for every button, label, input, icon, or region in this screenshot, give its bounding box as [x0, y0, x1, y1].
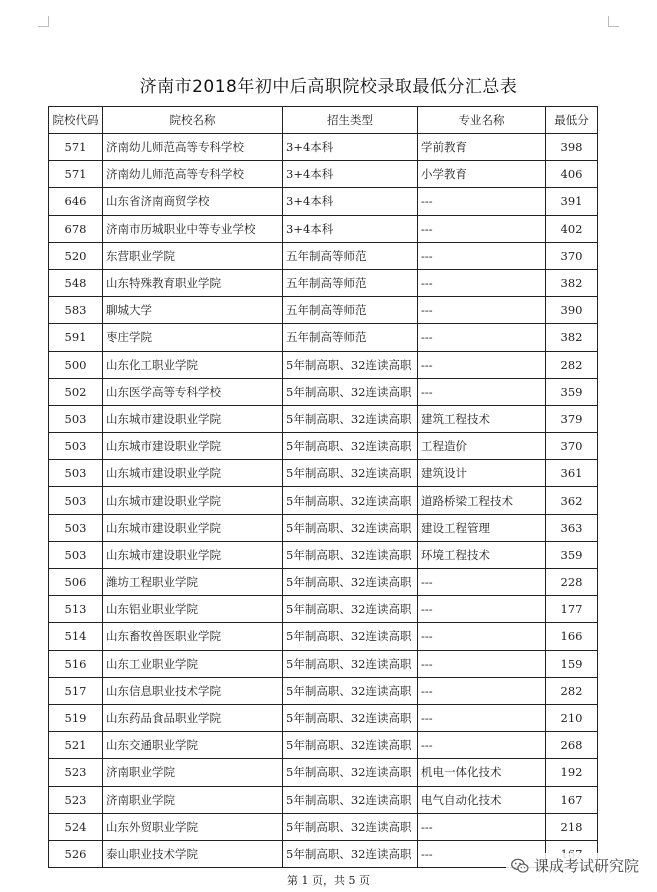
table-row	[49, 351, 598, 378]
cell-score: 218	[546, 813, 598, 840]
cell-code: 646	[49, 188, 103, 215]
cell-school: 济南职业学院	[103, 786, 283, 813]
cell-score: 390	[546, 297, 598, 324]
cell-score: 166	[546, 623, 598, 650]
cell-type: 5年制高职、32连读高职	[283, 840, 418, 867]
cell-code: 502	[49, 378, 103, 405]
cell-school: 山东城市建设职业学院	[103, 460, 283, 487]
cell-code: 523	[49, 759, 103, 786]
cell-score: 282	[546, 351, 598, 378]
cell-score: 363	[546, 514, 598, 541]
cell-score: 282	[546, 677, 598, 704]
table-row	[49, 134, 598, 161]
cell-major: 小学教育	[418, 161, 546, 188]
cell-type: 3+4本科	[283, 188, 418, 215]
score-table	[48, 106, 598, 868]
cell-major: 机电一体化技术	[418, 759, 546, 786]
table-row	[49, 569, 598, 596]
cell-major: ---	[418, 569, 546, 596]
cell-school: 枣庄学院	[103, 324, 283, 351]
cell-type: 5年制高职、32连读高职	[283, 378, 418, 405]
cell-school: 山东城市建设职业学院	[103, 433, 283, 460]
cell-code: 571	[49, 161, 103, 188]
cell-code: 523	[49, 786, 103, 813]
cell-school: 潍坊工程职业学院	[103, 569, 283, 596]
header-type: 招生类型	[283, 107, 418, 134]
cell-major: ---	[418, 677, 546, 704]
cell-score: 159	[546, 650, 598, 677]
cell-type: 5年制高职、32连读高职	[283, 405, 418, 432]
cell-type: 五年制高等师范	[283, 242, 418, 269]
crop-mark-top-left	[38, 16, 49, 27]
table-row	[49, 487, 598, 514]
cell-type: 5年制高职、32连读高职	[283, 732, 418, 759]
cell-score: 177	[546, 596, 598, 623]
header-major: 专业名称	[418, 107, 546, 134]
cell-major: 建筑设计	[418, 460, 546, 487]
cell-score: 167	[546, 786, 598, 813]
cell-major: ---	[418, 840, 546, 867]
cell-major: 道路桥梁工程技术	[418, 487, 546, 514]
cell-major: 环境工程技术	[418, 541, 546, 568]
table-row	[49, 786, 598, 813]
table-row	[49, 677, 598, 704]
cell-major: ---	[418, 704, 546, 731]
cell-score: 406	[546, 161, 598, 188]
cell-score: 228	[546, 569, 598, 596]
header-score: 最低分	[546, 107, 598, 134]
cell-code: 517	[49, 677, 103, 704]
cell-major: 建筑工程技术	[418, 405, 546, 432]
cell-score: 361	[546, 460, 598, 487]
cell-school: 济南幼儿师范高等专科学校	[103, 134, 283, 161]
cell-school: 济南幼儿师范高等专科学校	[103, 161, 283, 188]
table-row	[49, 704, 598, 731]
header-code: 院校代码	[49, 107, 103, 134]
cell-school: 山东省济南商贸学校	[103, 188, 283, 215]
cell-type: 5年制高职、32连读高职	[283, 514, 418, 541]
cell-score: 379	[546, 405, 598, 432]
cell-score: 382	[546, 269, 598, 296]
table-row	[49, 269, 598, 296]
cell-major: ---	[418, 269, 546, 296]
cell-school: 山东城市建设职业学院	[103, 405, 283, 432]
cell-school: 山东交通职业学院	[103, 732, 283, 759]
cell-school: 济南职业学院	[103, 759, 283, 786]
table-row	[49, 514, 598, 541]
cell-score: 382	[546, 324, 598, 351]
cell-school: 山东医学高等专科学校	[103, 378, 283, 405]
cell-type: 5年制高职、32连读高职	[283, 759, 418, 786]
cell-type: 5年制高职、32连读高职	[283, 677, 418, 704]
cell-major: ---	[418, 650, 546, 677]
cell-major: 工程造价	[418, 433, 546, 460]
cell-code: 520	[49, 242, 103, 269]
cell-code: 503	[49, 541, 103, 568]
cell-score: 402	[546, 215, 598, 242]
cell-major: ---	[418, 351, 546, 378]
cell-type: 5年制高职、32连读高职	[283, 813, 418, 840]
cell-code: 503	[49, 433, 103, 460]
cell-school: 山东化工职业学院	[103, 351, 283, 378]
cell-major: ---	[418, 813, 546, 840]
table-row	[49, 433, 598, 460]
cell-code: 503	[49, 487, 103, 514]
cell-school: 东营职业学院	[103, 242, 283, 269]
cell-type: 3+4本科	[283, 215, 418, 242]
cell-code: 514	[49, 623, 103, 650]
cell-type: 五年制高等师范	[283, 297, 418, 324]
cell-major: ---	[418, 378, 546, 405]
cell-code: 571	[49, 134, 103, 161]
cell-type: 5年制高职、32连读高职	[283, 351, 418, 378]
cell-major: 学前教育	[418, 134, 546, 161]
cell-major: ---	[418, 623, 546, 650]
cell-score: 362	[546, 487, 598, 514]
table-row	[49, 188, 598, 215]
cell-score: 192	[546, 759, 598, 786]
cell-school: 山东外贸职业学院	[103, 813, 283, 840]
cell-major: ---	[418, 188, 546, 215]
cell-code: 591	[49, 324, 103, 351]
table-row	[49, 242, 598, 269]
cell-type: 3+4本科	[283, 161, 418, 188]
cell-code: 548	[49, 269, 103, 296]
page-title: 济南市2018年初中后高职院校录取最低分汇总表	[139, 77, 518, 97]
cell-code: 506	[49, 569, 103, 596]
cell-code: 503	[49, 460, 103, 487]
cell-type: 5年制高职、32连读高职	[283, 623, 418, 650]
cell-score: 370	[546, 433, 598, 460]
table-header-row	[49, 107, 598, 134]
cell-score: 370	[546, 242, 598, 269]
cell-school: 山东畜牧兽医职业学院	[103, 623, 283, 650]
table-row	[49, 378, 598, 405]
cell-school: 山东特殊教育职业学院	[103, 269, 283, 296]
cell-major: ---	[418, 242, 546, 269]
cell-code: 524	[49, 813, 103, 840]
table-row	[49, 596, 598, 623]
cell-type: 5年制高职、32连读高职	[283, 460, 418, 487]
cell-code: 500	[49, 351, 103, 378]
cell-score: 398	[546, 134, 598, 161]
table-row	[49, 623, 598, 650]
cell-score: 268	[546, 732, 598, 759]
table-row	[49, 324, 598, 351]
cell-code: 503	[49, 405, 103, 432]
table-row	[49, 161, 598, 188]
cell-school: 泰山职业技术学院	[103, 840, 283, 867]
cell-school: 山东城市建设职业学院	[103, 541, 283, 568]
cell-type: 5年制高职、32连读高职	[283, 704, 418, 731]
cell-type: 五年制高等师范	[283, 324, 418, 351]
table-row	[49, 460, 598, 487]
watermark	[506, 853, 643, 878]
cell-type: 5年制高职、32连读高职	[283, 541, 418, 568]
cell-major: 建设工程管理	[418, 514, 546, 541]
cell-major: ---	[418, 297, 546, 324]
table-row	[49, 405, 598, 432]
cell-school: 山东城市建设职业学院	[103, 514, 283, 541]
cell-score: 391	[546, 188, 598, 215]
table-row	[49, 541, 598, 568]
cell-type: 5年制高职、32连读高职	[283, 786, 418, 813]
cell-code: 521	[49, 732, 103, 759]
table-row	[49, 759, 598, 786]
cell-type: 5年制高职、32连读高职	[283, 487, 418, 514]
cell-code: 678	[49, 215, 103, 242]
cell-major: 电气自动化技术	[418, 786, 546, 813]
table-row	[49, 297, 598, 324]
cell-major: ---	[418, 324, 546, 351]
watermark-text: 课成考试研究院	[533, 857, 639, 875]
cell-type: 5年制高职、32连读高职	[283, 650, 418, 677]
table-row	[49, 813, 598, 840]
cell-type: 5年制高职、32连读高职	[283, 569, 418, 596]
cell-type: 3+4本科	[283, 134, 418, 161]
cell-school: 山东城市建设职业学院	[103, 487, 283, 514]
cell-code: 513	[49, 596, 103, 623]
cell-type: 5年制高职、32连读高职	[283, 596, 418, 623]
cell-major: ---	[418, 215, 546, 242]
cell-school: 山东工业职业学院	[103, 650, 283, 677]
cell-code: 516	[49, 650, 103, 677]
cell-code: 526	[49, 840, 103, 867]
cell-school: 济南市历城职业中等专业学校	[103, 215, 283, 242]
table-row	[49, 650, 598, 677]
cell-score: 359	[546, 541, 598, 568]
table-row	[49, 732, 598, 759]
page-footer: 第 1 页，共 5 页	[287, 874, 370, 887]
crop-mark-top-right	[608, 16, 619, 27]
table-body	[49, 134, 598, 868]
cell-type: 5年制高职、32连读高职	[283, 433, 418, 460]
cell-type: 五年制高等师范	[283, 269, 418, 296]
cell-school: 山东铝业职业学院	[103, 596, 283, 623]
cell-score: 210	[546, 704, 598, 731]
cell-school: 山东药品食品职业学院	[103, 704, 283, 731]
cell-code: 519	[49, 704, 103, 731]
cell-major: ---	[418, 596, 546, 623]
cell-school: 山东信息职业技术学院	[103, 677, 283, 704]
cell-code: 583	[49, 297, 103, 324]
cell-code: 503	[49, 514, 103, 541]
table-row	[49, 215, 598, 242]
wechat-icon	[510, 856, 530, 876]
header-school: 院校名称	[103, 107, 283, 134]
cell-major: ---	[418, 732, 546, 759]
cell-score: 359	[546, 378, 598, 405]
cell-school: 聊城大学	[103, 297, 283, 324]
